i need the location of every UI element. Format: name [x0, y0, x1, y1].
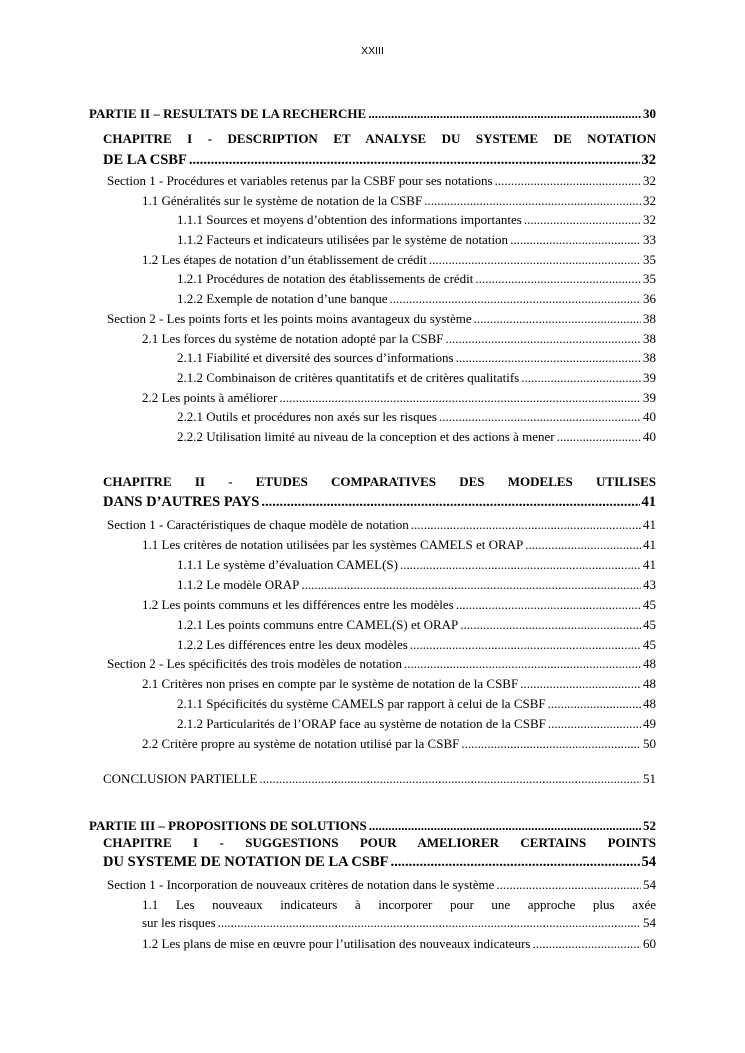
- toc-label: DE LA CSBF: [103, 152, 187, 168]
- toc-label: 1.2.2 Les différences entre les deux modèles: [177, 637, 408, 652]
- dot-leader: [475, 271, 641, 287]
- dot-leader: [389, 291, 641, 307]
- toc-label: 2.2.2 Utilisation limité au niveau de la conception et des actions à mener: [177, 429, 555, 444]
- toc-section-2[interactable]: [107, 656, 656, 672]
- toc-section-1[interactable]: [107, 877, 656, 893]
- toc-chapter-2-line1[interactable]: CHAPITRE II - ETUDES COMPARATIVES DES MODELES UTILISES: [103, 474, 656, 489]
- toc-subsection-1-2[interactable]: [142, 597, 656, 613]
- toc-page: 49: [643, 716, 656, 731]
- toc-part-3[interactable]: [89, 818, 656, 834]
- toc-page: 41: [643, 557, 656, 572]
- dot-leader: [521, 370, 641, 386]
- toc-subsection-2-2[interactable]: [142, 736, 656, 752]
- toc-label: 1.1 Généralités sur le système de notation de la CSBF: [142, 193, 423, 208]
- toc-part-2[interactable]: [89, 106, 656, 122]
- toc-chapter-2-line2[interactable]: [103, 494, 656, 511]
- toc-label: 2.1 Critères non prises en compte par le système de notation de la CSBF: [142, 676, 519, 691]
- dot-leader: [532, 936, 641, 952]
- dot-leader: [218, 915, 641, 931]
- toc-page: 45: [643, 637, 656, 652]
- toc-label: 1.2.1 Procédures de notation des établissements de crédit: [177, 271, 474, 286]
- toc-label: PARTIE III – PROPOSITIONS DE SOLUTIONS: [89, 818, 367, 833]
- dot-leader: [261, 494, 639, 511]
- dot-leader: [429, 252, 641, 268]
- dot-leader: [520, 676, 641, 692]
- dot-leader: [404, 656, 641, 672]
- toc-item-2-1-2[interactable]: [177, 716, 656, 732]
- toc-page: 45: [643, 597, 656, 612]
- dot-leader: [548, 716, 641, 732]
- dot-leader: [460, 617, 641, 633]
- toc-item-1-1-1[interactable]: [177, 557, 656, 573]
- toc-chapter-3-line2[interactable]: [103, 854, 656, 871]
- dot-leader: [279, 390, 641, 406]
- toc-page: 32: [643, 193, 656, 208]
- toc-page: 33: [643, 232, 656, 247]
- dot-leader: [301, 577, 641, 593]
- toc-section-1[interactable]: [107, 173, 656, 189]
- toc-subsection-1-1[interactable]: [142, 537, 656, 553]
- dot-leader: [391, 854, 640, 871]
- dot-leader: [548, 696, 641, 712]
- dot-leader: [400, 557, 641, 573]
- toc-label: DU SYSTEME DE NOTATION DE LA CSBF: [103, 854, 389, 870]
- toc-page: 60: [643, 936, 656, 951]
- toc-label: Section 2 - Les spécificités des trois modèles de notation: [107, 656, 402, 671]
- toc-page: 50: [643, 736, 656, 751]
- dot-leader: [369, 818, 641, 834]
- toc-item-1-1-2[interactable]: [177, 232, 656, 248]
- toc-conclusion[interactable]: [103, 771, 656, 787]
- toc-subsection-1-1-line1[interactable]: 1.1 Les nouveaux indicateurs à incorporer pour une approche plus axée: [142, 897, 656, 912]
- toc-page: 52: [643, 818, 656, 833]
- toc-item-1-2-2[interactable]: [177, 291, 656, 307]
- toc-label: 2.2 Les points à améliorer: [142, 390, 278, 405]
- dot-leader: [411, 517, 641, 533]
- toc-page: 41: [643, 517, 656, 532]
- toc-subsection-1-2[interactable]: [142, 252, 656, 268]
- dot-leader: [496, 877, 641, 893]
- toc-item-2-1-2[interactable]: [177, 370, 656, 386]
- toc-item-2-1-1[interactable]: [177, 350, 656, 366]
- toc-chapter-1-line2[interactable]: [103, 152, 656, 169]
- toc-item-1-1-2[interactable]: [177, 577, 656, 593]
- toc-subsection-1-1[interactable]: [142, 193, 656, 209]
- toc-label: 1.1.2 Facteurs et indicateurs utilisées par le système de notation: [177, 232, 509, 247]
- toc-page: 48: [643, 656, 656, 671]
- toc-page: 32: [641, 152, 656, 168]
- dot-leader: [456, 350, 641, 366]
- toc-label: Section 1 - Incorporation de nouveaux critères de notation dans le système: [107, 877, 495, 892]
- toc-page: 39: [643, 390, 656, 405]
- toc-label: 1.1.1 Le système d’évaluation CAMEL(S): [177, 557, 398, 572]
- toc-chapter-1-line1[interactable]: CHAPITRE I - DESCRIPTION ET ANALYSE DU SYSTEME DE NOTATION: [103, 131, 656, 146]
- toc-page: 36: [643, 291, 656, 306]
- toc-page: 54: [643, 877, 656, 892]
- toc-section-1[interactable]: [107, 517, 656, 533]
- toc-label: 1.2 Les étapes de notation d’un établissement de crédit: [142, 252, 427, 267]
- toc-chapter-3-line1[interactable]: CHAPITRE I - SUGGESTIONS POUR AMELIORER CERTAINS POINTS: [103, 835, 656, 850]
- toc-subsection-1-1-line2[interactable]: [142, 915, 656, 931]
- toc-item-1-2-1[interactable]: [177, 271, 656, 287]
- toc-item-2-2-2[interactable]: [177, 429, 656, 445]
- toc-label: Section 1 - Procédures et variables retenus par la CSBF pour ses notations: [107, 173, 493, 188]
- page-number: XXIII: [361, 45, 384, 57]
- toc-page: 38: [643, 311, 656, 326]
- dot-leader: [474, 311, 641, 327]
- toc-subsection-2-1[interactable]: [142, 676, 656, 692]
- toc-page: 38: [643, 350, 656, 365]
- toc-label: 1.1 Les critères de notation utilisées par les systèmes CAMELS et ORAP: [142, 537, 524, 552]
- toc-label: 1.1.2 Le modèle ORAP: [177, 577, 300, 592]
- dot-leader: [368, 106, 641, 122]
- dot-leader: [456, 597, 641, 613]
- toc-page: 48: [643, 676, 656, 691]
- toc-label: Section 1 - Caractéristiques de chaque modèle de notation: [107, 517, 409, 532]
- dot-leader: [189, 152, 640, 169]
- toc-section-2[interactable]: [107, 311, 656, 327]
- dot-leader: [524, 212, 641, 228]
- toc-item-2-1-1[interactable]: [177, 696, 656, 712]
- toc-label: PARTIE II – RESULTATS DE LA RECHERCHE: [89, 106, 367, 121]
- toc-page: 38: [643, 331, 656, 346]
- toc-item-2-2-1[interactable]: [177, 409, 656, 425]
- toc-page: 51: [643, 771, 656, 786]
- dot-leader: [259, 771, 641, 787]
- toc-label: 2.1 Les forces du système de notation adopté par la CSBF: [142, 331, 444, 346]
- dot-leader: [510, 232, 641, 248]
- toc-page: 35: [643, 271, 656, 286]
- toc-label: 2.1.2 Particularités de l’ORAP face au système de notation de la CSBF: [177, 716, 546, 731]
- toc-item-1-2-2[interactable]: [177, 637, 656, 653]
- dot-leader: [557, 429, 641, 445]
- toc-label: 2.1.1 Fiabilité et diversité des sources d’informations: [177, 350, 454, 365]
- toc-page: 41: [641, 494, 656, 510]
- toc-label: 2.2.1 Outils et procédures non axés sur les risques: [177, 409, 437, 424]
- toc-label: 2.1.2 Combinaison de critères quantitatifs et de critères qualitatifs: [177, 370, 520, 385]
- toc-label: DANS D’AUTRES PAYS: [103, 494, 260, 510]
- dot-leader: [410, 637, 641, 653]
- dot-leader: [461, 736, 641, 752]
- toc-label: CONCLUSION PARTIELLE: [103, 771, 258, 786]
- toc-page: 48: [643, 696, 656, 711]
- toc-subsection-1-2[interactable]: [142, 936, 656, 952]
- toc-page: 54: [641, 854, 656, 870]
- toc-label: sur les risques: [142, 915, 216, 930]
- toc-label: 1.2.1 Les points communs entre CAMEL(S) et ORAP: [177, 617, 459, 632]
- toc-label: 1.1.1 Sources et moyens d’obtention des informations importantes: [177, 212, 522, 227]
- toc-page: 40: [643, 429, 656, 444]
- toc-page: 45: [643, 617, 656, 632]
- toc-page: 41: [643, 537, 656, 552]
- dot-leader: [445, 331, 641, 347]
- toc-label: 1.2 Les plans de mise en œuvre pour l’utilisation des nouveaux indicateurs: [142, 936, 531, 951]
- toc-page: 32: [643, 212, 656, 227]
- dot-leader: [439, 409, 641, 425]
- toc-item-1-1-1[interactable]: [177, 212, 656, 228]
- toc-page: 39: [643, 370, 656, 385]
- toc-subsection-2-2[interactable]: [142, 390, 656, 406]
- toc-label: 1.2.2 Exemple de notation d’une banque: [177, 291, 388, 306]
- toc-page: 40: [643, 409, 656, 424]
- toc-subsection-2-1[interactable]: [142, 331, 656, 347]
- toc-item-1-2-1[interactable]: [177, 617, 656, 633]
- toc-page: 35: [643, 252, 656, 267]
- toc-label: 2.2 Critère propre au système de notation utilisé par la CSBF: [142, 736, 460, 751]
- dot-leader: [495, 173, 641, 189]
- dot-leader: [525, 537, 641, 553]
- toc-page: 43: [643, 577, 656, 592]
- toc-label: 1.2 Les points communs et les différences entre les modèles: [142, 597, 454, 612]
- toc-page: 54: [643, 915, 656, 930]
- toc-page: 32: [643, 173, 656, 188]
- dot-leader: [424, 193, 641, 209]
- toc-label: Section 2 - Les points forts et les points moins avantageux du système: [107, 311, 472, 326]
- toc-label: 2.1.1 Spécificités du système CAMELS par rapport à celui de la CSBF: [177, 696, 546, 711]
- toc-page: 30: [643, 106, 656, 121]
